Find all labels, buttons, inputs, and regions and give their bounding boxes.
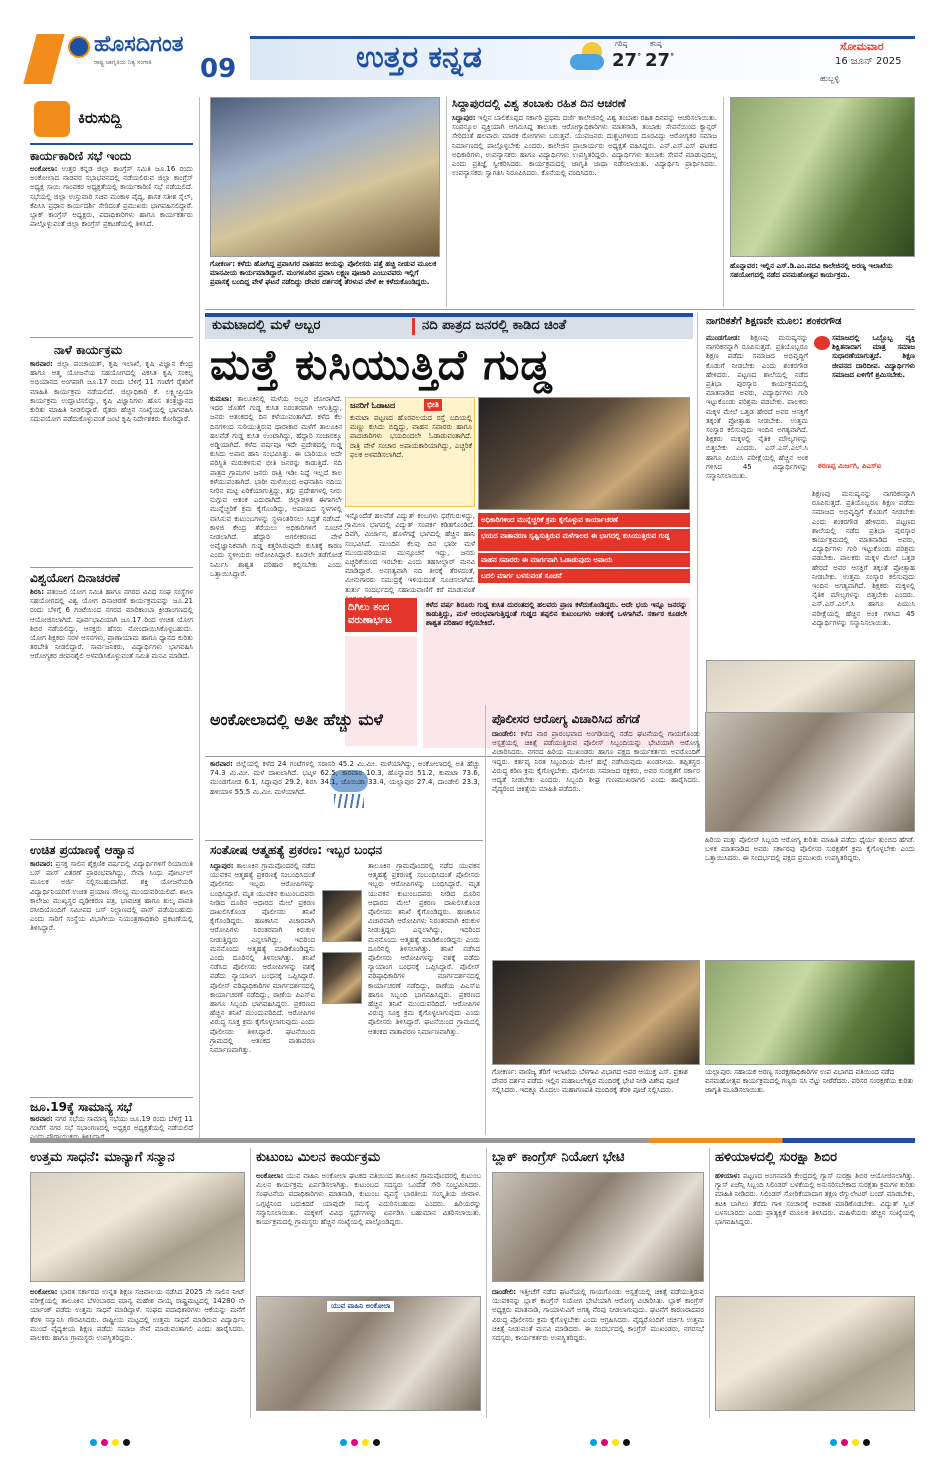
bottom-body-1: ಅಂಕೋಲಾ: ಭಾರತ ಸರ್ಕಾರದ ಉನ್ನತ ಶಿಕ್ಷಣ ಸಚಿವಾಲಯ ನಡೆಸಿದ 2025 ನೇ ಸಾಲಿನ ನೀಟ್ ಪರೀಕ್ಷೆಯಲ್ಲಿ ತಾಲೂಕಿನ ಬೆಳಂಬಾರದ ಮಾನ್ಯ ಮಹೇಶ ನಾಯ್ಕ ರಾಷ್ಟ್ರಮಟ್ಟದಲ್ಲಿ 14280 ನೇ ರ್ಯಾಂಕ್ ಪಡೆದು ಉತ್ತಮ ಸಾಧನೆ ಮಾಡಿದ್ದಾಳೆ. ಸಂಘದ ಪದಾಧಿಕಾರಿಗಳು ಆಕೆಯನ್ನು ಮನೆಗೆ ತೆರಳಿ ಸನ್ಮಾನಿಸಿ ಗೌರವಿಸಿದರು. ರಾಷ್ಟ್ರೀಯ ಮಟ್ಟದಲ್ಲಿ ಉತ್ತಮ ಸಾಧನೆ ಮಾಡಿರುವ ವಿದ್ಯಾರ್ಥಿನಿ ಮುಂದೆ ವೈದ್ಯಕೀಯ ಶಿಕ್ಷಣ ಪಡೆದು ಸಮಾಜ ಸೇವೆ ಮಾಡುವಂತಾಗಲಿ ಎಂದು ಹಾರೈಸಿದರು. ಪಾಲಕರು ಹಾಗೂ ಗ್ರಾಮಸ್ಥರು ಉಪಸ್ಥಿತರಿದ್ದರು. (30, 1288, 246, 1343)
police-health-photo (705, 712, 915, 832)
fear-box (345, 397, 475, 507)
kirusuddi-column (30, 97, 193, 1142)
city: ಹುಬ್ಬಳ್ಳಿ (820, 74, 840, 83)
suicide-body: ಸಿದ್ದಾಪುರ: ತಾಲೂಕಿನ ಗ್ರಾಮವೊಂದರಲ್ಲಿ ನಡೆದ ಯುವಕನ ಆತ್ಮಹತ್ಯೆ ಪ್ರಕರಣಕ್ಕೆ ಸಂಬಂಧಿಸಿದಂತೆ ಪೊಲೀಸರು ಇಬ್ಬರು ಆರೋಪಿಗಳನ್ನು ಬಂಧಿಸಿದ್ದಾರೆ. ಮೃತ ಯುವಕನ ಕುಟುಂಬದವರು ನೀಡಿದ ದೂರಿನ ಆಧಾರದ ಮೇಲೆ ಪ್ರಕರಣ ದಾಖಲಿಸಿಕೊಂಡ ಪೊಲೀಸರು ತನಿಖೆ ಕೈಗೊಂಡಿದ್ದರು. ಹಣಕಾಸಿನ ವಿಚಾರವಾಗಿ ಆರೋಪಿಗಳು ನಿರಂತರವಾಗಿ ಕಿರುಕುಳ ನೀಡುತ್ತಿದ್ದರು ಎನ್ನಲಾಗಿದ್ದು, ಇದರಿಂದ ಮನನೊಂದು ಆತ್ಮಹತ್ಯೆ ಮಾಡಿಕೊಂಡಿದ್ದನು ಎಂದು ದೂರಿನಲ್ಲಿ ತಿಳಿಸಲಾಗಿತ್ತು. ತನಿಖೆ ನಡೆಸಿದ ಪೊಲೀಸರು ಆರೋಪಿಗಳನ್ನು ವಶಕ್ಕೆ ಪಡೆದು ನ್ಯಾಯಾಂಗ ಬಂಧನಕ್ಕೆ ಒಪ್ಪಿಸಿದ್ದಾರೆ. ಪೊಲೀಸ್ ವರಿಷ್ಠಾಧಿಕಾರಿಗಳ ಮಾರ್ಗದರ್ಶನದಲ್ಲಿ ಕಾರ್ಯಾಚರಣೆ ನಡೆದಿದ್ದು, ಠಾಣೆಯ ಪಿಎಸ್ಐ ಹಾಗೂ ಸಿಬ್ಬಂದಿ ಭಾಗವಹಿಸಿದ್ದರು. ಪ್ರಕರಣದ ಹೆಚ್ಚಿನ ತನಿಖೆ ಮುಂದುವರಿದಿದೆ. ಆರೋಪಿಗಳ ವಿರುದ್ಧ ಸೂಕ್ತ ಕ್ರಮ ಕೈಗೊಳ್ಳಲಾಗುವುದು ಎಂದು ಪೊಲೀಸರು ತಿಳಿಸಿದ್ದಾರೆ. ಘಟನೆಯಿಂದ ಗ್ರಾಮದಲ್ಲಿ ಆತಂಕದ ವಾತಾವರಣ ನಿರ್ಮಾಣವಾಗಿತ್ತು. (210, 862, 316, 1055)
police-health-body: ದಾಂಡೇಲಿ: ಕಳೆದ ವಾರ ಪ್ರಾರಂಭವಾದ ಅಂಗಡಿಯಲ್ಲಿ ನಡೆದ ಘಟನೆಯಲ್ಲಿ ಗಾಯಗೊಂಡು ಆಸ್ಪತ್ರೆಯಲ್ಲಿ ಚಿಕಿತ್ಸೆ ಪಡೆಯುತ್ತಿರುವ ಪೊಲೀಸ್ ಸಿಬ್ಬಂದಿಯನ್ನು ಭೇಟಿಯಾಗಿ ಆರೋಗ್ಯ ವಿಚಾರಿಸಿದರು. ನಗರದ ಹಿರಿಯ ಮುಖಂಡರು ಹಾಗೂ ಪಕ್ಷದ ಕಾರ್ಯಕರ್ತರು ಅವರೊಂದಿಗೆ ಇದ್ದರು. ಕರ್ತವ್ಯ ನಿರತ ಸಿಬ್ಬಂದಿಯ ಮೇಲೆ ಹಲ್ಲೆ ನಡೆಸಿರುವುದು ಖಂಡನೀಯ. ತಪ್ಪಿತಸ್ಥರ ವಿರುದ್ಧ ಕಠಿಣ ಕ್ರಮ ಕೈಗೊಳ್ಳಬೇಕು. ಪೊಲೀಸರು ಸಮಾಜದ ರಕ್ಷಕರು, ಅವರ ಸುರಕ್ಷತೆಗೆ ಸರ್ಕಾರ ಆದ್ಯತೆ ನೀಡಬೇಕು ಎಂದರು. ಸಿಬ್ಬಂದಿ ಶೀಘ್ರ ಗುಣಮುಖರಾಗಲಿ ಎಂದು ಹಾರೈಸಿದರು. ವೈದ್ಯರಿಂದ ಚಿಕಿತ್ಸೆಯ ಮಾಹಿತಿ ಪಡೆದರು. (492, 730, 700, 794)
bottom-headline-2: ಕುಟುಂಬ ಮಿಲನ ಕಾರ್ಯಕ್ರಮ (256, 1150, 381, 1165)
section-title: ಉತ್ತರ ಕನ್ನಡ (356, 40, 482, 75)
gokarna-visit-caption: ಗೋಕರ್ಣ: ವಾಣಿಜ್ಯ ತೆರಿಗೆ ಇಲಾಖೆಯ ಬೆಳಗಾವಿ ವಿಭಾಗದ ಅಪರ ಆಯುಕ್ತ ಎಸ್. ಪ್ರಕಾಶ ದೇವರ ದರ್ಶನ ಪಡೆದು ಇಲ್ಲಿನ ಮಹಾಬಲೇಶ್ವರ ಮಂದಿರಕ್ಕೆ ಭೇಟಿ ನೀಡಿ ವಿಶೇಷ ಪೂಜೆ ಸಲ್ಲಿಸಿದರು. ಇದಕ್ಕೂ ಮೊದಲು ಮಹಾಗಣಪತಿ ಮಂದಿರಕ್ಕೆ ತೆರಳಿ ಪೂಜೆ ಸಲ್ಲಿಸಿದರು. (492, 1068, 688, 1094)
page-number: 09 (200, 54, 237, 84)
logo-tagline: ರಾಷ್ಟ್ರ ಜಾಗೃತಿಯ ನಿತ್ಯ ಸಂಗಾತಿ (94, 59, 152, 66)
quote-box (812, 334, 915, 484)
quote-icon (814, 336, 830, 350)
police-health-caption: ಹಿರಿಯ ಮತ್ತು ಪೊಲೀಸ್ ಸಿಬ್ಬಂದಿ ಆರೋಗ್ಯ ಕುರಿತು ಮಾಹಿತಿ ಪಡೆದು ಧೈರ್ಯ ತುಂಬಿದ ಹೆಗಡೆ. ಬಳಿಕ ಮಾತನಾಡಿದ ಅವರು ಸರ್ಕಾರವು ಪೊಲೀಸರ ಸುರಕ್ಷತೆಗೆ ಕ್ರಮ ಕೈಗೊಳ್ಳಬೇಕು ಎಂದು ಒತ್ತಾಯಿಸಿದರು. ಈ ಸಂದರ್ಭದಲ್ಲಿ ಪಕ್ಷದ ಪ್ರಮುಖರು ಉಪಸ್ಥಿತರಿದ್ದರು. (705, 836, 915, 863)
weather-max-label: ಗರಿಷ್ಠ (615, 40, 628, 48)
news-body: ಕಾರವಾರ: ಜಿಲ್ಲಾ ಪಂಚಾಯತ್, ಕೃಷಿ ಇಲಾಖೆ, ಕೃಷಿ ವಿಜ್ಞಾನ ಕೇಂದ್ರ ಹಾಗೂ ಆತ್ಮ ಯೋಜನೆಯ ಸಹಯೋಗದಲ್ಲಿ ವಿಕಸಿತ ಕೃಷಿ ಸಂಕಲ್ಪ ಅಭಿಯಾನದ ಅಂಗವಾಗಿ ಜೂ.17 ರಂದು ಬೆಳಿಗ್ಗೆ 11 ಗಂಟೆಗೆ ರೈತರಿಗೆ ಮಾಹಿತಿ ಕಾರ್ಯಕ್ರಮ ನಡೆಯಲಿದೆ. ಜಿಲ್ಲಾಧಿಕಾರಿ ಕೆ. ಲಕ್ಷ್ಮೀಪ್ರಿಯಾ ಕಾರ್ಯಕ್ರಮ ಉದ್ಘಾಟಿಸಲಿದ್ದು, ಕೃಷಿ ವಿಜ್ಞಾನಿಗಳು ಹೊಸ ತಂತ್ರಜ್ಞಾನದ ಕುರಿತು ಮಾಹಿತಿ ನೀಡಲಿದ್ದಾರೆ. ರೈತರು ಹೆಚ್ಚಿನ ಸಂಖ್ಯೆಯಲ್ಲಿ ಭಾಗವಹಿಸಿ ಸದುಪಯೋಗ ಪಡೆದುಕೊಳ್ಳುವಂತೆ ಜಂಟಿ ಕೃಷಿ ನಿರ್ದೇಶಕರು ಕೋರಿದ್ದಾರೆ. (30, 360, 193, 424)
alarm-body: ಕಳೆದ ವರ್ಷ ಶಿರೂರು ಗುಡ್ಡ ಕುಸಿತ ದುರಂತದಲ್ಲಿ ಹಲವರು ಪ್ರಾಣ ಕಳೆದುಕೊಂಡಿದ್ದರು. ಅದೇ ಭಯ ಇನ್ನೂ ಜನರನ್ನು ಕಾಡುತ್ತಿದ್ದು, ಮಳೆ ಆರಂಭವಾಗುತ್ತಿದ್ದಂತೆ ಗುಡ್ಡದ ತಪ್ಪಲಿನ ಕುಟುಂಬಗಳು ಆತಂಕಕ್ಕೆ ಒಳಗಾಗಿವೆ. ಸರ್ಕಾರ ಕೂಡಲೇ ಶಾಶ್ವತ ಪರಿಹಾರ ಕಲ್ಪಿಸಬೇಕಿದೆ. (423, 598, 690, 748)
news-headline: ವಿಶ್ವಯೋಗ ದಿನಾಚರಣೆ (30, 571, 120, 585)
weather-icon (568, 42, 608, 72)
honnavar-caption: ಹೊನ್ನಾವರ: ಇಲ್ಲಿನ ಎಸ್.ಡಿ.ಎಂ.ಪದವಿ ಕಾಲೇಜಿನಲ್ಲಿ ಅರಣ್ಯ ಇಲಾಖೆಯ ಸಹಯೋಗದಲ್ಲಿ ನಡೆದ ವನಮಹೋತ್ಸವ ಕಾರ್ಯಕ್ರಮ. (730, 262, 893, 279)
gokarna-caption: ಗೋಕರ್ಣ: ಕಳೆದು ಹೋಗಿದ್ದ ಪ್ರವಾಸಿಗರ ವಾಹನದ ಕೀಯನ್ನು ಪೊಲೀಸರು ಪತ್ತೆ ಹಚ್ಚಿ ನೀಡುವ ಮೂಲಕ ಮಾನವೀಯ ಕಾರ್ಯಮಾಡಿದ್ದಾರೆ. ಮಂಗಳೂರಿನ ಪ್ರವಾಸಿ ಲಕ್ಷ್ಮಣ ಪೂಜಾರಿ ಎಂಬುವವರು ಇಲ್ಲಿಗೆ ಪ್ರವಾಸಕ್ಕೆ ಬಂದಿದ್ದ ವೇಳೆ ಘಟನೆ ನಡೆದಿದ್ದು ದೇವರ ದರ್ಶನಕ್ಕೆ ತೆರಳುವ ವೇಳೆ ಕೀ ಕಳೆದುಕೊಂಡಿದ್ದರು. (210, 260, 437, 286)
bottom-body-4: ಹಳಿಯಾಳ: ಪಟ್ಟಣದ ಅಂಗನವಾಡಿ ಕೇಂದ್ರದಲ್ಲಿ ಗ್ಯಾಸ್ ಸುರಕ್ಷಾ ಶಿಬಿರ ಆಯೋಜಿಸಲಾಗಿತ್ತು. ಗ್ಯಾಸ್ ಏಜೆನ್ಸಿ ಸಿಬ್ಬಂದಿ ಸಿಲಿಂಡರ್ ಬಳಕೆಯಲ್ಲಿ ಅನುಸರಿಸಬೇಕಾದ ಸುರಕ್ಷತಾ ಕ್ರಮಗಳ ಕುರಿತು ಮಾಹಿತಿ ನೀಡಿದರು. ಸಿಲಿಂಡರ್ ಸೋರಿಕೆಯಾದಾಗ ತಕ್ಷಣ ರೆಗ್ಯುಲೇಟರ್ ಬಂದ್ ಮಾಡಬೇಕು, ಕಿಟಕಿ ಬಾಗಿಲು ತೆರೆದು ಗಾಳಿ ಸಂಚಾರಕ್ಕೆ ಅವಕಾಶ ಮಾಡಿಕೊಡಬೇಕು. ವಿದ್ಯುತ್ ಸ್ವಿಚ್ ಬಳಸಬಾರದು ಎಂದು ಪ್ರಾತ್ಯಕ್ಷಿಕೆ ಮೂಲಕ ತಿಳಿಸಿದರು. ಮಹಿಳೆಯರು ಹೆಚ್ಚಿನ ಸಂಖ್ಯೆಯಲ್ಲಿ ಭಾಗವಹಿಸಿದ್ದರು. (715, 1172, 915, 1227)
tobacco-headline: ಸಿದ್ದಾಪುರದಲ್ಲಿ ವಿಶ್ವ ತಂಬಾಕು ರಹಿತ ದಿನ ಆಚರಣೆ (452, 97, 626, 110)
kirusuddi-header (30, 97, 193, 143)
bottom-body-2: ಅಂಕೋಲಾ: ಯುವ ವಾಹಿನಿ ಅಂಕೋಲಾ ಘಟಕದ ವತಿಯಿಂದ ತಾಲೂಕಿನ ಗ್ರಾಮವೊಂದರಲ್ಲಿ ಕುಟುಂಬ ಮಿಲನ ಕಾರ್ಯಕ್ರಮ ಏರ್ಪಡಿಸಲಾಗಿತ್ತು. ಕುಟುಂಬದ ಸದಸ್ಯರು ಒಂದೆಡೆ ಸೇರಿ ಸಂಭ್ರಮಿಸಿದರು. ಸಂಘಟನೆಯ ಪದಾಧಿಕಾರಿಗಳು ಮಾತನಾಡಿ, ಕುಟುಂಬ ವ್ಯವಸ್ಥೆ ಭಾರತೀಯ ಸಂಸ್ಕೃತಿಯ ಜೀವಾಳ. ಒಗ್ಗಟ್ಟಿನಿಂದ ಬದುಕಿದರೆ ಯಾವುದೇ ಸಮಸ್ಯೆ ಎದುರಿಸಬಹುದು ಎಂದರು. ಹಿರಿಯರನ್ನು ಸನ್ಮಾನಿಸಲಾಯಿತು. ಮಕ್ಕಳಿಗೆ ವಿವಿಧ ಸ್ಪರ್ಧೆಗಳನ್ನು ಏರ್ಪಡಿಸಿ ಬಹುಮಾನ ವಿತರಿಸಲಾಯಿತು. ಕಾರ್ಯಕ್ರಮದಲ್ಲಿ ಗ್ರಾಮಸ್ಥರು ಹೆಚ್ಚಿನ ಸಂಖ್ಯೆಯಲ್ಲಿ ಪಾಲ್ಗೊಂಡಿದ್ದರು. (256, 1172, 482, 1227)
gokarna-photo (210, 97, 440, 257)
landslide-photo (478, 397, 690, 510)
news-body: ಅಂಕೋಲಾ: ಉತ್ತರ ಕನ್ನಡ ಜಿಲ್ಲಾ ಕಾಂಗ್ರೆಸ್ ಸಮಿತಿ ಜೂ.16 ರಂದು ಅಂಕೋಲಾದ ನಾಡವರ ಸಭಾಭವನದಲ್ಲಿ ನಡೆಯಲಿರುವ ಜಿಲ್ಲಾ ಕಾಂಗ್ರೆಸ್ ಅಧ್ಯಕ್ಷ ಸಾಯಿ ಗಾಂವಕರ ಅಧ್ಯಕ್ಷತೆಯಲ್ಲಿ ಕಾರ್ಯಕಾರಿಣಿ ಸಭೆ ನಡೆಯಲಿದೆ. ಸಭೆಯಲ್ಲಿ ಜಿಲ್ಲಾ ಉಸ್ತುವಾರಿ ಸಚಿವ ಮಂಕಾಳ ವೈದ್ಯ, ಶಾಸಕ ಸತೀಶ ಸೈಲ್, ಕೆಪಿಸಿಸಿ ಪ್ರಧಾನ ಕಾರ್ಯದರ್ಶಿ ಸೇರಿದಂತೆ ಪ್ರಮುಖರು ಭಾಗವಹಿಸಲಿದ್ದಾರೆ. ಬ್ಲಾಕ್ ಕಾಂಗ್ರೆಸ್ ಅಧ್ಯಕ್ಷರು, ಪದಾಧಿಕಾರಿಗಳು ಹಾಗೂ ಕಾರ್ಯಕರ್ತರು ಪಾಲ್ಗೊಳ್ಳುವಂತೆ ಜಿಲ್ಲಾ ಕಾಂಗ್ರೆಸ್ ಪ್ರಕಟಣೆಯಲ್ಲಿ ತಿಳಿಸಿದೆ. (30, 165, 193, 229)
bottom-photo-1 (30, 1172, 245, 1282)
bottom-body-3: ದಾಂಡೇಲಿ: ಇತ್ತೀಚೆಗೆ ನಡೆದ ಘಟನೆಯಲ್ಲಿ ಗಾಯಗೊಂಡು ಆಸ್ಪತ್ರೆಯಲ್ಲಿ ಚಿಕಿತ್ಸೆ ಪಡೆಯುತ್ತಿರುವ ಯುವಕನನ್ನು ಬ್ಲಾಕ್ ಕಾಂಗ್ರೆಸ್ ನಿಯೋಗ ಭೇಟಿಯಾಗಿ ಆರೋಗ್ಯ ವಿಚಾರಿಸಿತು. ಬ್ಲಾಕ್ ಕಾಂಗ್ರೆಸ್ ಅಧ್ಯಕ್ಷರು ಮಾತನಾಡಿ, ಗಾಯಾಳುವಿಗೆ ಅಗತ್ಯ ನೆರವು ನೀಡಲಾಗುವುದು. ಘಟನೆಗೆ ಕಾರಣರಾದವರ ವಿರುದ್ಧ ಪೊಲೀಸರು ಕ್ರಮ ಕೈಗೊಳ್ಳಬೇಕು ಎಂದು ಆಗ್ರಹಿಸಿದರು. ವೈದ್ಯರೊಂದಿಗೆ ಚರ್ಚಿಸಿ ಉತ್ತಮ ಚಿಕಿತ್ಸೆ ನೀಡುವಂತೆ ಮನವಿ ಮಾಡಿದರು. ಈ ಸಂದರ್ಭದಲ್ಲಿ ಕಾಂಗ್ರೆಸ್ ಮುಖಂಡರು, ನಗರಸಭೆ ಸದಸ್ಯರು, ಕಾರ್ಯಕರ್ತರು ಉಪಸ್ಥಿತರಿದ್ದರು. (492, 1288, 704, 1343)
accused-photo-1 (322, 890, 362, 942)
lead-bullets (478, 513, 690, 593)
news-headline: ಉಚಿತ ಪ್ರಯಾಣಕ್ಕೆ ಆಹ್ವಾನ (30, 843, 135, 857)
bottom-headline-4: ಹಳಿಯಾಳದಲ್ಲಿ ಸುರಕ್ಷಾ ಶಿಬಿರ (715, 1150, 838, 1165)
news-headline: ನಾಳೆ ಕಾರ್ಯಕ್ರಮ (54, 343, 123, 357)
rain-body: ಕಾರವಾರ: ಜಿಲ್ಲೆಯಲ್ಲಿ ಕಳೆದ 24 ಗಂಟೆಗಳಲ್ಲಿ ಸರಾಸರಿ 45.2 ಮಿ.ಮೀ. ಮಳೆಯಾಗಿದ್ದು, ಅಂಕೋಲಾದಲ್ಲಿ ಅತಿ ಹೆಚ್ಚು 74.3 ಮಿ.ಮೀ. ಮಳೆ ದಾಖಲಾಗಿದೆ. ಭಟ್ಕಳ 62.5, ಕಾರವಾರ 10.3, ಹೊನ್ನಾವರ 51.2, ಕುಮಟಾ 73.6, ಮುಂಡಗೋಡ 6.1, ಸಿದ್ದಾಪುರ 29.2, ಶಿರಸಿ 34.1, ಜೊಯಿಡಾ 33.4, ಯಲ್ಲಾಪುರ 27.4, ದಾಂಡೇಲಿ 23.3, ಹಳಿಯಾಳ 55.5 ಮಿ.ಮೀ. ಮಳೆಯಾಗಿದೆ. (210, 760, 481, 796)
bottom-photo-2 (256, 1296, 481, 1411)
news-body: ಕಾರವಾರ: ನಗರ ಸಭೆಯ ಸಾಮಾನ್ಯ ಸಭೆಯು ಜೂ.19 ರಂದು ಬೆಳಿಗ್ಗೆ 11 ಗಂಟೆಗೆ ನಗರ ಸಭೆ ಸಭಾಂಗಣದಲ್ಲಿ ಅಧ್ಯಕ್ಷರ ಅಧ್ಯಕ್ಷತೆಯಲ್ಲಿ ನಡೆಯಲಿದೆ (30, 1115, 193, 1133)
registration-dots (590, 1439, 630, 1446)
honnavar-photo (730, 97, 915, 257)
registration-dots (830, 1439, 870, 1446)
fear-body: ಕುಮಟಾ ಪಟ್ಟಣದ ಹೊರವಲಯದ ರಸ್ತೆ ಬದಿಯಲ್ಲಿ ಮಣ್ಣು ಕುಸಿದು ಬಿದ್ದಿದ್ದು, ವಾಹನ ಸವಾರರು ಹಾಗೂ ಪಾದಚಾರಿಗಳು ಭಯದಿಂದಲೇ ಓಡಾಡುವಂತಾಗಿದೆ. ರಾತ್ರಿ ವೇಳೆ ಸಂಚಾರ ಅಪಾಯಕಾರಿಯಾಗಿದ್ದು, ಎಚ್ಚರಿಕೆ ಫಲಕ ಅಳವಡಿಸಲಾಗಿದೆ. (350, 414, 472, 459)
quote-author: ಶರಣಪ್ಪ ಮಿರ್ಜಗಿ, ಪಿಎಸ್ಐ (818, 462, 882, 470)
registration-dots (90, 1439, 130, 1446)
weather-min-label: ಕನಿಷ್ಠ (650, 40, 662, 48)
civics-body-cont: ಶಿಕ್ಷಣವು ಮನುಷ್ಯನನ್ನು ನಾಗರಿಕನನ್ನಾಗಿ ರೂಪಿಸುತ್ತದೆ. ಪ್ರತಿಯೊಬ್ಬರೂ ಶಿಕ್ಷಣ ಪಡೆದು ಸಮಾಜದ ಅಭಿವೃದ್ಧಿಗೆ ಕೊಡುಗೆ ನೀಡಬೇಕು ಎಂದು ಶಂಕರಗೌಡ ಹೇಳಿದರು. ಪಟ್ಟಣದ ಶಾಲೆಯಲ್ಲಿ ನಡೆದ ಪ್ರತಿಭಾ ಪುರಸ್ಕಾರ ಕಾರ್ಯಕ್ರಮದಲ್ಲಿ ಮಾತನಾಡಿದ ಅವರು, ವಿದ್ಯಾರ್ಥಿಗಳು ಗುರಿ ಇಟ್ಟುಕೊಂಡು ಪರಿಶ್ರಮ ಪಡಬೇಕು. ಪಾಲಕರು ಮಕ್ಕಳ ಮೇಲೆ ಒತ್ತಡ ಹೇರದೆ ಅವರ ಆಸಕ್ತಿಗೆ ತಕ್ಕಂತೆ ಪ್ರೋತ್ಸಾಹ ನೀಡಬೇಕು. ಉತ್ತಮ ಸಂಸ್ಕಾರ ಕಲಿಸುವುದು ಇಂದಿನ ಅಗತ್ಯವಾಗಿದೆ. ಶಿಕ್ಷಕರು ಮಕ್ಕಳಲ್ಲಿ ನೈತಿಕ ಮೌಲ್ಯಗಳನ್ನು ಬಿತ್ತಬೇಕು ಎಂದರು. ಎಸ್.ಎಸ್.ಎಲ್.ಸಿ ಹಾಗೂ ಪಿಯುಸಿ ಪರೀಕ್ಷೆಯಲ್ಲಿ ಹೆಚ್ಚಿನ ಅಂಕ ಗಳಿಸಿದ 45 ವಿದ್ಯಾರ್ಥಿಗಳನ್ನು ಸನ್ಮಾನಿಸಲಾಯಿತು. (812, 490, 915, 627)
masthead (30, 30, 915, 88)
bottom-photo-4 (715, 1296, 915, 1411)
yellapur-caption: ಯಲ್ಲಾಪುರ: ಸಹಾಯಕ ಅರಣ್ಯ ಸಂರಕ್ಷಣಾಧಿಕಾರಿಗಳ ಉಪ ವಿಭಾಗದ ವತಿಯಿಂದ ನಡೆದ ವನಮಹೋತ್ಸವ ಕಾರ್ಯಕ್ರಮದಲ್ಲಿ ಗಣ್ಯರು ಸಸಿ ನೆಟ್ಟು ನೀರೆರೆದರು. ಪರಿಸರ ಸಂರಕ್ಷಣೆಯ ಕುರಿತು ಜಾಗೃತಿ ಮೂಡಿಸಲಾಯಿತು. (705, 1068, 914, 1094)
logo-block (30, 30, 250, 88)
suicide-headline: ಸಂತೋಷ ಆತ್ಮಹತ್ಯೆ ಪ್ರಕರಣ: ಇಬ್ಬರ ಬಂಧನ (210, 843, 383, 857)
alarm-tag: ದಿಗಿಲು ತಂದ ವರುಣಾರ್ಭಟ (345, 598, 417, 632)
weather-min-value: 27° (645, 50, 675, 71)
day: ಸೋಮವಾರ (840, 40, 884, 53)
lead-headline: ಮತ್ತೆ ಕುಸಿಯುತ್ತಿದೆ ಗುಡ್ಡ (210, 340, 553, 389)
bullet-item: ಬದಲಿ ಮಾರ್ಗ ಬಳಸುವಂತೆ ಸೂಚನೆ (478, 569, 690, 583)
lead-body: ಕುಮಟಾ: ತಾಲೂಕಿನಲ್ಲಿ ಮಳೆಯ ಅಬ್ಬರ ಜೋರಾಗಿದೆ. ಇದರ ಜೊತೆಗೆ ಗುಡ್ಡ ಕುಸಿತ ನಿರಂತರವಾಗಿ ಆಗುತ್ತಿದ್ದು, ಜನರು ಆತಂಕದಲ್ಲಿ ದಿನ ಕಳೆಯುವಂತಾಗಿದೆ. ಕಳೆದ ಕೆಲ ದಿನಗಳಿಂದ ಸುರಿಯುತ್ತಿರುವ ಧಾರಾಕಾರ ಮಳೆಗೆ ತಾಲೂಕಿನ ಹಲವೆಡೆ ಗುಡ್ಡ ಕುಸಿತ ಉಂಟಾಗಿದ್ದು, ಹೆದ್ದಾರಿ ಸಂಚಾರಕ್ಕೂ ಅಡ್ಡಿಯಾಗಿದೆ. ಕಳೆದ ವರ್ಷವೂ ಇದೇ ಪ್ರದೇಶದಲ್ಲಿ ಗುಡ್ಡ ಕುಸಿದು ಅಪಾರ ಹಾನಿ ಸಂಭವಿಸಿತ್ತು. ಈ ಬಾರಿಯೂ ಅದೇ ಪರಿಸ್ಥಿತಿ ಮರುಕಳಿಸುವ ಭೀತಿ ಜನರನ್ನು ಕಾಡುತ್ತಿದೆ. ನದಿ ಪಾತ್ರದ ಗ್ರಾಮಗಳ ಜನರು ರಾತ್ರಿ ಇಡೀ ನಿದ್ದೆ ಇಲ್ಲದೆ ಕಾಲ ಕಳೆಯುವಂತಾಗಿದೆ. ಭಾರೀ ಮಳೆಯಿಂದ ಅಘನಾಶಿನಿ ನದಿಯ ನೀರಿನ ಮಟ್ಟ ಏರಿಕೆಯಾಗುತ್ತಿದ್ದು, ತಗ್ಗು ಪ್ರದೇಶಗಳಲ್ಲಿ ನೀರು ನುಗ್ಗುವ ಆತಂಕ ಎದುರಾಗಿದೆ. ಜಿಲ್ಲಾಡಳಿತ ಈಗಾಗಲೇ ಮುನ್ನೆಚ್ಚರಿಕೆ ಕ್ರಮ ಕೈಗೊಂಡಿದ್ದು, ಅಪಾಯದ ಸ್ಥಳಗಳಲ್ಲಿ ವಾಸಿಸುವ ಕುಟುಂಬಗಳನ್ನು ಸ್ಥಳಾಂತರಿಸಲು ಸಿದ್ಧತೆ ನಡೆಸಿದೆ. ಕಾಳಜಿ ಕೇಂದ್ರ ತೆರೆಯಲು ಅಧಿಕಾರಿಗಳಿಗೆ ಸೂಚನೆ ನೀಡಲಾಗಿದೆ. ಹೆದ್ದಾರಿ ಅಗಲೀಕರಣದ ವೇಳೆ ಅವೈಜ್ಞಾನಿಕವಾಗಿ ಗುಡ್ಡ ಕತ್ತರಿಸಿರುವುದೇ ಕುಸಿತಕ್ಕೆ ಕಾರಣ ಎಂದು ಸ್ಥಳೀಯರು ಆರೋಪಿಸಿದ್ದಾರೆ. ಕೂಡಲೇ ತಡೆಗೋಡೆ ನಿರ್ಮಿಸಿ ಶಾಶ್ವತ ಪರಿಹಾರ ಕಲ್ಪಿಸಬೇಕು ಎಂದು ಒತ್ತಾಯಿಸಿದ್ದಾರೆ. (210, 395, 342, 578)
logo-emblem-icon (68, 36, 90, 58)
news-body: ಕಾರವಾರ: ಪ್ರಸಕ್ತ ಸಾಲಿನ ಶೈಕ್ಷಣಿಕ ವರ್ಷದಲ್ಲಿ ವಿದ್ಯಾರ್ಥಿಗಳಿಗೆ ರಿಯಾಯಿತಿ ಬಸ್ ಪಾಸ್ ವಿತರಣೆ ಪ್ರಾರಂಭವಾಗಿದ್ದು, ಸೇವಾ ಸಿಂಧು ಪೋರ್ಟಲ್ ಮೂಲಕ ಅರ್ಜಿ ಸಲ್ಲಿಸಬಹುದಾಗಿದೆ. ಶಕ್ತಿ ಯೋಜನೆಯಡಿ ವಿದ್ಯಾರ್ಥಿನಿಯರಿಗೆ ಉಚಿತ ಪ್ರಯಾಣ ಸೌಲಭ್ಯ ಮುಂದುವರಿಯಲಿದೆ. ಶಾಲಾ ಕಾಲೇಜು ಮುಖ್ಯಸ್ಥರ ದೃಢೀಕರಣ ಪತ್ರ, ಭಾವಚಿತ್ರ ಹಾಗೂ ಶುಲ್ಕ ಪಾವತಿ ರಸೀದಿಯೊಂದಿಗೆ ಸಮೀಪದ ಬಸ್ ನಿಲ್ದಾಣದಲ್ಲಿ ಪಾಸ್ ಪಡೆಯಬಹುದು ಎಂದು ಸಾರಿಗೆ ಸಂಸ್ಥೆಯ ವಿಭಾಗೀಯ ನಿಯಂತ್ರಣಾಧಿಕಾರಿ ಪ್ರಕಟಣೆಯಲ್ಲಿ ತಿಳಿಸಿದ್ದಾರೆ. (30, 860, 193, 933)
lead-kicker-left: ಕುಮಟಾದಲ್ಲಿ ಮಳೆ ಅಬ್ಬರ (212, 318, 321, 333)
bottom-separator (30, 1138, 915, 1143)
date: 16 ಜೂನ್ 2025 (835, 56, 902, 67)
logo-text: ಹೊಸದಿಗಂತ (94, 32, 184, 57)
gokarna-visit-photo (492, 960, 700, 1065)
bottom-photo-3 (492, 1172, 704, 1282)
fear-label: ಜನರಿಗೆ ಓಡಾಟದ (350, 401, 396, 410)
weather-max-value: 27° (612, 50, 642, 71)
yellapur-photo (705, 960, 915, 1065)
lead-body-2: ಇನ್ನೊಂದೆಡೆ ಹಲವೆಡೆ ವಿದ್ಯುತ್ ಕಂಬಗಳು ಧರೆಗುರುಳಿದ್ದು, ಗ್ರಾಮೀಣ ಭಾಗದಲ್ಲಿ ವಿದ್ಯುತ್ ಸಂಪರ್ಕ ಕಡಿತಗೊಂಡಿದೆ. ದಿವಗಿ, ಮಿರ್ಜಾನ, ಹೊಳೆಗದ್ದೆ ಭಾಗದಲ್ಲಿ ಹೆಚ್ಚಿನ ಹಾನಿ ಸಂಭವಿಸಿದೆ. ಮುಂದಿನ ಕೆಲವು ದಿನ ಭಾರೀ ಮಳೆ ಮುಂದುವರಿಯುವ ಮುನ್ಸೂಚನೆ ಇದ್ದು, ಜನರು ಎಚ್ಚರಿಕೆಯಿಂದ ಇರಬೇಕು ಎಂದು ತಹಸೀಲ್ದಾರ್ ಮನವಿ ಮಾಡಿದ್ದಾರೆ. ಅನಗತ್ಯವಾಗಿ ನದಿ ತೀರಕ್ಕೆ ತೆರಳದಂತೆ, ಮೀನುಗಾರರು ಸಮುದ್ರಕ್ಕೆ ಇಳಿಯದಂತೆ ಸೂಚಿಸಲಾಗಿದೆ. ತುರ್ತು ಸಂದರ್ಭದಲ್ಲಿ ಸಹಾಯವಾಣಿಗೆ ಕರೆ ಮಾಡುವಂತೆ (345, 512, 475, 594)
news-headline: ಕಾರ್ಯಕಾರಿಣಿ ಸಭೆ ಇಂದು (30, 149, 132, 163)
lead-kicker-right: ನದಿ ಪಾತ್ರದ ಜನರಲ್ಲಿ ಕಾಡಿದ ಚಿಂತೆ (422, 318, 567, 333)
bullet-item: ವಾಹನ ಸವಾರರು ಈ ಮಾರ್ಗವಾಗಿ ಓಡಾಡುವುದು ಅಪಾಯ (478, 553, 690, 567)
news-body: ಶಿರಸಿ: ಪತಂಜಲಿ ಯೋಗ ಸಮಿತಿ ಹಾಗೂ ನಗರದ ವಿವಿಧ ಸಂಘ ಸಂಸ್ಥೆಗಳ ಸಹಯೋಗದಲ್ಲಿ ವಿಶ್ವ ಯೋಗ ದಿನಾಚರಣೆ ಕಾರ್ಯಕ್ರಮವನ್ನು ಜೂ.21 ರಂದು ಬೆಳಿಗ್ಗೆ 6 ಗಂಟೆಯಿಂದ ನಗರದ ಮಾರಿಕಾಂಬಾ ಕ್ರೀಡಾಂಗಣದಲ್ಲಿ ಆಯೋಜಿಸಲಾಗಿದೆ. ಪೂರ್ವಭಾವಿಯಾಗಿ ಜೂ.17 ರಿಂದ ಉಚಿತ ಯೋಗ ಶಿಬಿರ ನಡೆಯಲಿದ್ದು, ಆಸಕ್ತರು ಹೆಸರು ನೋಂದಾಯಿಸಿಕೊಳ್ಳಬಹುದು. ಯೋಗ ಶಿಕ್ಷಕರು ಸರಳ ಆಸನಗಳು, ಪ್ರಾಣಾಯಾಮ ಹಾಗೂ ಧ್ಯಾನದ ಕುರಿತು ತರಬೇತಿ ನೀಡಲಿದ್ದಾರೆ. ಸಾರ್ವಜನಿಕರು, ವಿದ್ಯಾರ್ಥಿಗಳು ಭಾಗವಹಿಸಿ ಆರೋಗ್ಯಕರ ಜೀವನಶೈಲಿ ಅಳವಡಿಸಿಕೊಳ್ಳುವಂತೆ ಸಮಿತಿ ಮನವಿ ಮಾಡಿದೆ. (30, 588, 193, 661)
photo-banner: ಯುವ ವಾಹಿನಿ ಅಂಕೋಲಾ (327, 1301, 394, 1312)
quote-text: ಸಮಾಜದಲ್ಲಿ ಒಬ್ಬೊಬ್ಬ ವ್ಯಕ್ತಿ ಶಿಕ್ಷಿತನಾದಾಗ ಮಾತ್ರ ಸಮಾಜ ಸುಧಾರಣೆಯಾಗುತ್ತದೆ. ಶಿಕ್ಷಣ ಜೀವನದ ದಾರಿದೀಪ. ವಿದ್ಯಾರ್ಥಿಗಳು ಸಮಾಜದ ಏಳಿಗೆಗೆ ಶ್ರಮಿಸಬೇಕು. (832, 334, 915, 379)
news-headline: ಜೂ.19ಕ್ಕೆ ಸಾಮಾನ್ಯ ಸಭೆ (30, 1100, 132, 1114)
bullet-item: ಅಧಿಕಾರಿಗಳಿಂದ ಮುನ್ನೆಚ್ಚರಿಕೆ ಕ್ರಮ ಕೈಗೊಳ್ಳುವ ಕಾರ್ಯಾಚರಣೆ (478, 513, 690, 527)
fear-tag: ಭೀತಿ (424, 399, 442, 411)
registration-dots (340, 1439, 380, 1446)
suicide-body-cont: ತಾಲೂಕಿನ ಗ್ರಾಮವೊಂದರಲ್ಲಿ ನಡೆದ ಯುವಕನ ಆತ್ಮಹತ್ಯೆ ಪ್ರಕರಣಕ್ಕೆ ಸಂಬಂಧಿಸಿದಂತೆ ಪೊಲೀಸರು ಇಬ್ಬರು ಆರೋಪಿಗಳನ್ನು ಬಂಧಿಸಿದ್ದಾರೆ. ಮೃತ ಯುವಕನ ಕುಟುಂಬದವರು ನೀಡಿದ ದೂರಿನ ಆಧಾರದ ಮೇಲೆ ಪ್ರಕರಣ ದಾಖಲಿಸಿಕೊಂಡ ಪೊಲೀಸರು ತನಿಖೆ ಕೈಗೊಂಡಿದ್ದರು. ಹಣಕಾಸಿನ ವಿಚಾರವಾಗಿ ಆರೋಪಿಗಳು ನಿರಂತರವಾಗಿ ಕಿರುಕುಳ ನೀಡುತ್ತಿದ್ದರು ಎನ್ನಲಾಗಿದ್ದು, ಇದರಿಂದ ಮನನೊಂದು ಆತ್ಮಹತ್ಯೆ ಮಾಡಿಕೊಂಡಿದ್ದನು ಎಂದು ದೂರಿನಲ್ಲಿ ತಿಳಿಸಲಾಗಿತ್ತು. ತನಿಖೆ ನಡೆಸಿದ ಪೊಲೀಸರು ಆರೋಪಿಗಳನ್ನು ವಶಕ್ಕೆ ಪಡೆದು ನ್ಯಾಯಾಂಗ ಬಂಧನಕ್ಕೆ ಒಪ್ಪಿಸಿದ್ದಾರೆ. ಪೊಲೀಸ್ ವರಿಷ್ಠಾಧಿಕಾರಿಗಳ ಮಾರ್ಗದರ್ಶನದಲ್ಲಿ ಕಾರ್ಯಾಚರಣೆ ನಡೆದಿದ್ದು, ಠಾಣೆಯ ಪಿಎಸ್ಐ ಹಾಗೂ ಸಿಬ್ಬಂದಿ ಭಾಗವಹಿಸಿದ್ದರು. ಪ್ರಕರಣದ ಹೆಚ್ಚಿನ ತನಿಖೆ ಮುಂದುವರಿದಿದೆ. ಆರೋಪಿಗಳ ವಿರುದ್ಧ ಸೂಕ್ತ ಕ್ರಮ ಕೈಗೊಳ್ಳಲಾಗುವುದು ಎಂದು ಪೊಲೀಸರು ತಿಳಿಸಿದ್ದಾರೆ. ಘಟನೆಯಿಂದ ಗ್ರಾಮದಲ್ಲಿ ಆತಂಕದ ವಾತಾವರಣ ನಿರ್ಮಾಣವಾಗಿತ್ತು. (368, 862, 480, 1036)
bullet-item: ಭಯದ ವಾತಾವರಣ ಸೃಷ್ಟಿಸುತ್ತಿರುವ ಮಳೆಗಾಲದ ಈ ಭಾಗದಲ್ಲಿ ಕುಸಿಯುತ್ತಿರುವ ಗುಡ್ಡ (478, 529, 690, 551)
bottom-headline-3: ಬ್ಲಾಕ್ ಕಾಂಗ್ರೆಸ್ ನಿಯೋಗ ಭೇಟಿ (492, 1150, 625, 1165)
accused-photo-2 (322, 952, 362, 1004)
bottom-headline-1: ಉತ್ತಮ ಸಾಧನೆ: ಮಾನ್ಯಾಗೆ ಸನ್ಮಾನ (30, 1150, 175, 1165)
hand-icon (34, 101, 70, 137)
tobacco-body: ಸಿದ್ದಾಪುರ: ಇಲ್ಲಿನ ಬಾಲಿಕೊಪ್ಪದ ಸರ್ಕಾರಿ ಪ್ರಥಮ ದರ್ಜೆ ಕಾಲೇಜಿನಲ್ಲಿ ವಿಶ್ವ ತಂಬಾಕು ರಹಿತ ದಿನವನ್ನು ಆಚರಿಸಲಾಯಿತು. ಸಂಪನ್ಮೂಲ ವ್ಯಕ್ತಿಯಾಗಿ ಆಗಮಿಸಿದ್ದ ತಾಲೂಕು ಆರೋಗ್ಯಾಧಿಕಾರಿಗಳು ಮಾತನಾಡಿ, ತಂಬಾಕು ಸೇವನೆಯಿಂದ ಕ್ಯಾನ್ಸರ್ ಸೇರಿದಂತೆ ಹಲವಾರು ಮಾರಕ ರೋಗಗಳು ಬರುತ್ತವೆ. ಯುವಜನರು ದುಶ್ಚಟಗಳಿಂದ ದೂರವಿದ್ದು ಆರೋಗ್ಯಕರ ಸಮಾಜ ನಿರ್ಮಾಣದಲ್ಲಿ ಪಾಲ್ಗೊಳ್ಳಬೇಕು ಎಂದರು. ಕಾಲೇಜಿನ ಪ್ರಾಚಾರ್ಯರು ಅಧ್ಯಕ್ಷತೆ ವಹಿಸಿದ್ದರು. ಎನ್.ಎಸ್.ಎಸ್ ಘಟಕದ ಅಧಿಕಾರಿಗಳು, ಉಪನ್ಯಾಸಕರು ಹಾಗೂ ವಿದ್ಯಾರ್ಥಿಗಳು ಉಪಸ್ಥಿತರಿದ್ದರು. ವಿದ್ಯಾರ್ಥಿಗಳು ತಂಬಾಕು ಸೇವನೆ ಮಾಡುವುದಿಲ್ಲ ಎಂದು ಪ್ರತಿಜ್ಞೆ ಸ್ವೀಕರಿಸಿದರು. ಕಾರ್ಯಕ್ರಮದಲ್ಲಿ ಜಾಗೃತಿ ಜಾಥಾ ನಡೆಸಲಾಯಿತು. ವಿದ್ಯಾರ್ಥಿನಿ ಪ್ರಾರ್ಥಿಸಿದರು. ಉಪನ್ಯಾಸಕರು ಸ್ವಾಗತಿಸಿ ನಿರೂಪಿಸಿದರು. ಕೊನೆಯಲ್ಲಿ ವಂದಿಸಿದರು. (452, 114, 717, 178)
civics-headline: ನಾಗರಿಕತೆಗೆ ಶಿಕ್ಷಣವೇ ಮೂಲ: ಶಂಕರಗೌಡ (706, 316, 842, 327)
civics-body: ಮುಂಡಗೋಡ: ಶಿಕ್ಷಣವು ಮನುಷ್ಯನನ್ನು ನಾಗರಿಕನನ್ನಾಗಿ ರೂಪಿಸುತ್ತದೆ. ಪ್ರತಿಯೊಬ್ಬರೂ ಶಿಕ್ಷಣ ಪಡೆದು ಸಮಾಜದ ಅಭಿವೃದ್ಧಿಗೆ ಕೊಡುಗೆ ನೀಡಬೇಕು ಎಂದು ಶಂಕರಗೌಡ ಹೇಳಿದರು. ಪಟ್ಟಣದ ಶಾಲೆಯಲ್ಲಿ ನಡೆದ ಪ್ರತಿಭಾ ಪುರಸ್ಕಾರ ಕಾರ್ಯಕ್ರಮದಲ್ಲಿ ಮಾತನಾಡಿದ ಅವರು, ವಿದ್ಯಾರ್ಥಿಗಳು ಗುರಿ ಇಟ್ಟುಕೊಂಡು ಪರಿಶ್ರಮ ಪಡಬೇಕು. ಪಾಲಕರು ಮಕ್ಕಳ ಮೇಲೆ ಒತ್ತಡ ಹೇರದೆ ಅವರ ಆಸಕ್ತಿಗೆ ತಕ್ಕಂತೆ ಪ್ರೋತ್ಸಾಹ ನೀಡಬೇಕು. ಉತ್ತಮ ಸಂಸ್ಕಾರ ಕಲಿಸುವುದು ಇಂದಿನ ಅಗತ್ಯವಾಗಿದೆ. ಶಿಕ್ಷಕರು ಮಕ್ಕಳಲ್ಲಿ ನೈತಿಕ ಮೌಲ್ಯಗಳನ್ನು ಬಿತ್ತಬೇಕು ಎಂದರು. ಎಸ್.ಎಸ್.ಎಲ್.ಸಿ ಹಾಗೂ ಪಿಯುಸಿ ಪರೀಕ್ಷೆಯಲ್ಲಿ ಹೆಚ್ಚಿನ ಅಂಕ ಗಳಿಸಿದ 45 ವಿದ್ಯಾರ್ಥಿಗಳನ್ನು ಸನ್ಮಾನಿಸಲಾಯಿತು. (706, 334, 808, 481)
rain-headline: ಅಂಕೋಲಾದಲ್ಲಿ ಅತೀ ಹೆಚ್ಚು ಮಳೆ (210, 710, 383, 729)
police-health-headline: ಪೊಲೀಸರ ಆರೋಗ್ಯ ವಿಚಾರಿಸಿದ ಹೆಗಡೆ (492, 712, 640, 726)
kirusuddi-label: ಕಿರುಸುದ್ದಿ (78, 109, 122, 127)
